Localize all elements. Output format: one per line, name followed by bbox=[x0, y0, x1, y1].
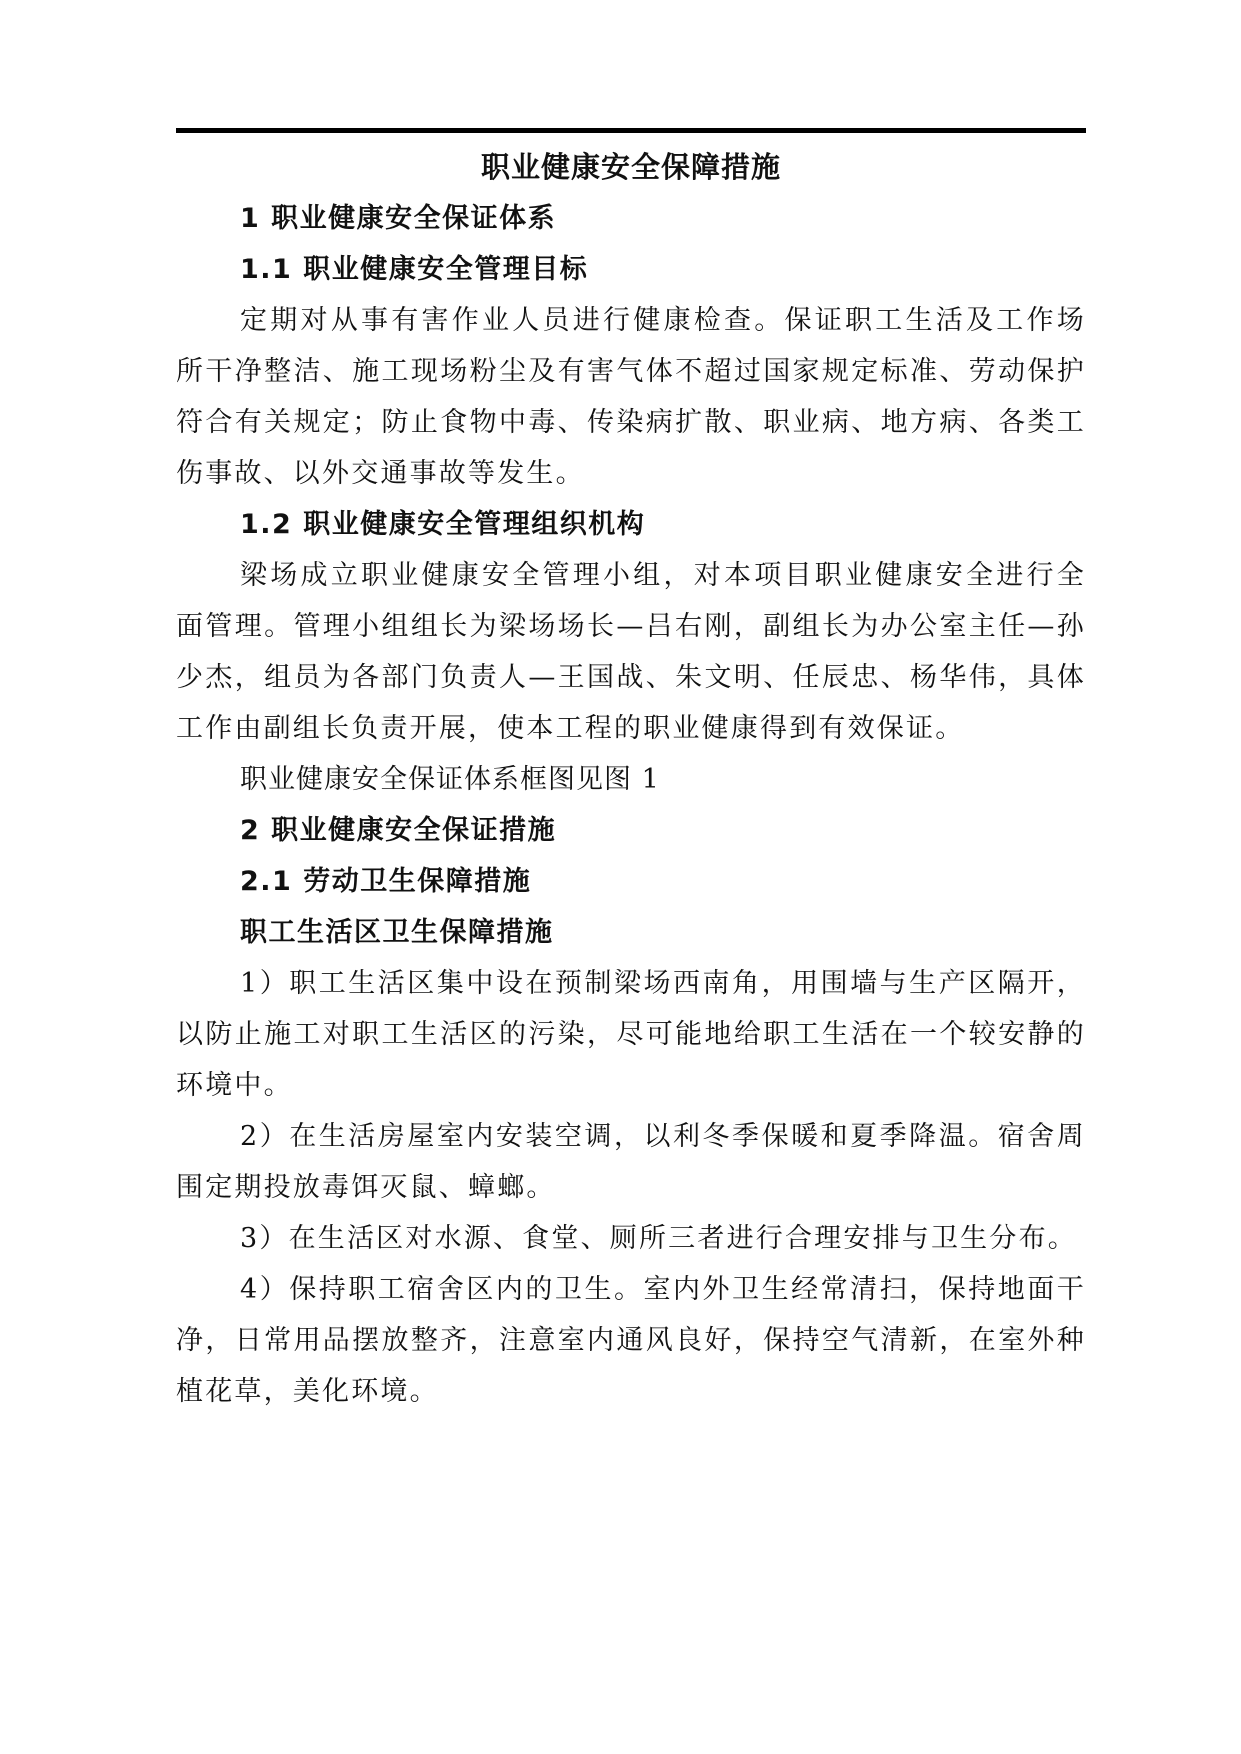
paragraph-figure-reference: 职业健康安全保证体系框图见图 1 bbox=[240, 764, 660, 795]
document-title: 职业健康安全保障措施 bbox=[480, 150, 781, 184]
paragraph-management-goals: 定期对从事有害作业人员进行健康检查。保证职工生活及工作场所干净整洁、施工现场粉尘及有害气体不超过国家规定标准、劳动保护符合有关规定；防止食物中毒、传染病扩散、职业病、地方病、各类工伤事故、以外交通事故等发生。 bbox=[176, 305, 1086, 489]
paragraph-item-1: 1）职工生活区集中设在预制梁场西南角，用围墙与生产区隔开，以防止施工对职工生活区的污染，尽可能地给职工生活在一个较安静的环境中。 bbox=[176, 968, 1086, 1101]
section-heading-2: 2 职业健康安全保证措施 bbox=[240, 815, 557, 846]
subheading-living-area: 职工生活区卫生保障措施 bbox=[240, 917, 554, 948]
paragraph-item-2: 2）在生活房屋室内安装空调，以利冬季保暖和夏季降温。宿舍周围定期投放毒饵灭鼠、蟑螂。 bbox=[176, 1121, 1086, 1203]
section-heading-1: 1 职业健康安全保证体系 bbox=[240, 203, 557, 234]
paragraph-item-4: 4）保持职工宿舍区内的卫生。室内外卫生经常清扫，保持地面干净，日常用品摆放整齐，注意室内通风良好，保持空气清新，在室外种植花草，美化环境。 bbox=[176, 1274, 1086, 1407]
paragraph-item-3: 3）在生活区对水源、食堂、厕所三者进行合理安排与卫生分布。 bbox=[240, 1223, 1077, 1254]
subsection-heading-1-1: 1.1 职业健康安全管理目标 bbox=[240, 254, 589, 285]
document-page bbox=[176, 128, 1086, 1417]
subsection-heading-2-1: 2.1 劳动卫生保障措施 bbox=[240, 866, 532, 897]
paragraph-organization: 梁场成立职业健康安全管理小组，对本项目职业健康安全进行全面管理。管理小组组长为梁场场长—吕右刚，副组长为办公室主任—孙少杰，组员为各部门负责人—王国战、朱文明、任辰忠、杨华伟，具体工作由副组长负责开展，使本工程的职业健康得到有效保证。 bbox=[176, 560, 1086, 744]
header-rule bbox=[176, 128, 1086, 133]
subsection-heading-1-2: 1.2 职业健康安全管理组织机构 bbox=[240, 509, 646, 540]
